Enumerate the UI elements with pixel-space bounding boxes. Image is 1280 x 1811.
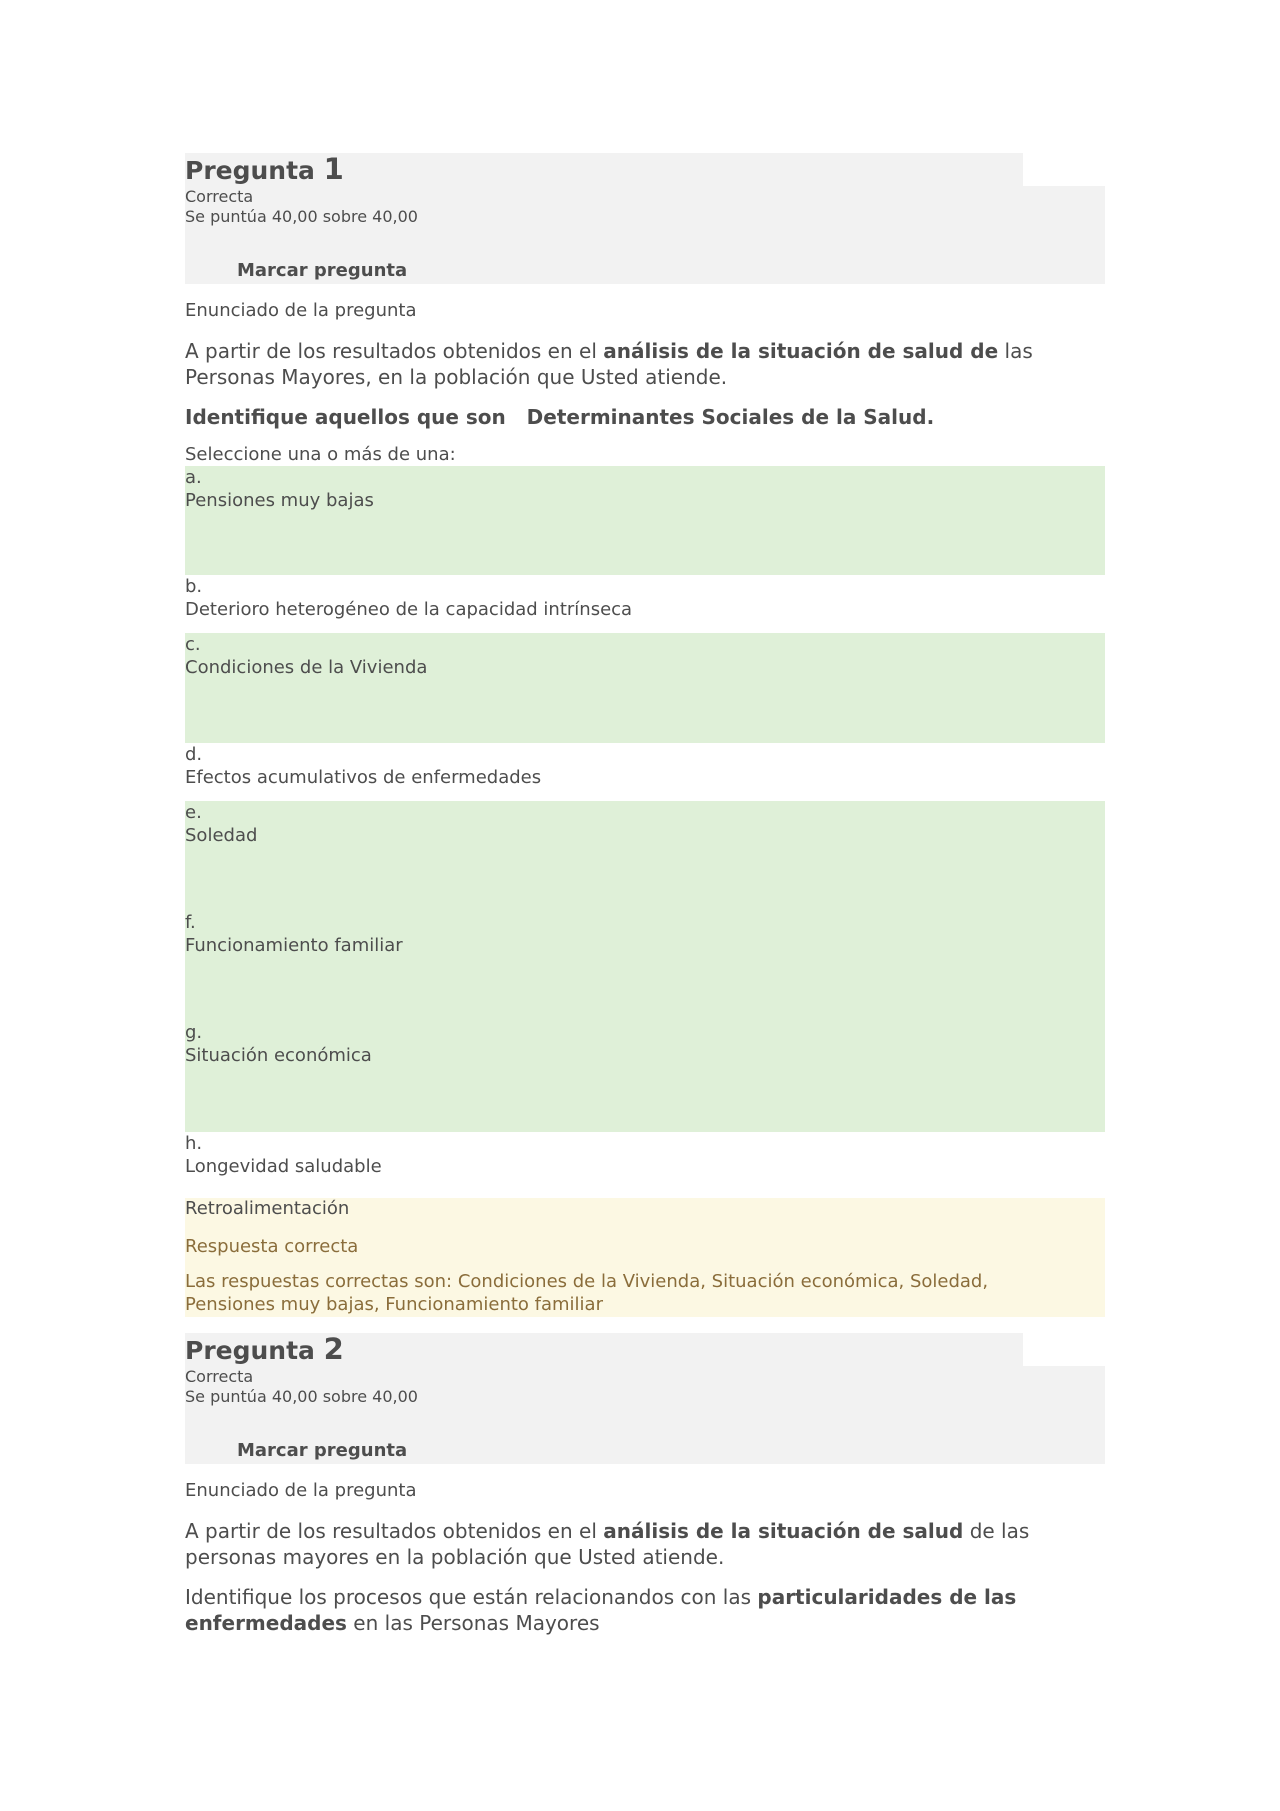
question-text-part: A partir de los resultados obtenidos en el [185,1519,604,1543]
answer-text: Situación económica [185,1045,372,1066]
question-title-word: Pregunta [185,156,315,185]
question-2 [185,1333,1105,1636]
answer-text: Pensiones muy bajas [185,490,374,511]
question-text-bold: análisis de la situación de salud de [603,339,999,363]
question-text-part: de las personas mayores en la población que Usted atiende. [185,1519,1030,1569]
question-title [185,1333,344,1367]
question-1-header [185,153,1105,284]
answer-text: Deterioro heterogéneo de la capacidad intrínseca [185,599,633,620]
answer-option-b[interactable] [185,575,1105,633]
answer-text: Funcionamiento familiar [185,935,403,956]
question-text-part: las Personas Mayores, en la población que Usted atiende. [185,339,1033,389]
answer-list [185,466,1105,1184]
flag-question-link[interactable]: Marcar pregunta [237,1440,408,1461]
answer-text: Efectos acumulativos de enfermedades [185,767,542,788]
question-title-word: Pregunta [185,1336,315,1365]
question-title [185,153,344,187]
answer-text: Condiciones de la Vivienda [185,657,428,678]
question-grade: Se puntúa 40,00 sobre 40,00 [185,207,418,226]
question-text-bold: análisis de la situación de salud [603,1519,964,1543]
answer-letter: a. [185,467,202,488]
flag-question-link[interactable]: Marcar pregunta [237,260,408,281]
answer-text: Longevidad saludable [185,1156,382,1177]
answer-option-h[interactable] [185,1132,1105,1184]
question-2-header [185,1333,1105,1464]
question-state: Correcta [185,187,254,206]
answer-option-c[interactable] [185,633,1105,743]
answer-option-g[interactable] [185,1021,1105,1132]
answer-text: Soledad [185,825,258,846]
feedback-result: Respuesta correcta [185,1236,359,1257]
question-grade: Se puntúa 40,00 sobre 40,00 [185,1387,418,1406]
answer-option-d[interactable] [185,743,1105,801]
answer-letter: c. [185,634,201,655]
answer-letter: f. [185,912,196,933]
answer-letter: d. [185,744,203,765]
question-text-label: Enunciado de la pregunta [185,300,417,321]
feedback-title: Retroalimentación [185,1198,350,1219]
answer-letter: h. [185,1133,203,1154]
question-text-bold: particularidades de las enfermedades [185,1585,1017,1635]
feedback-box [185,1198,1105,1317]
question-instruction: Identifique aquellos que son Determinantes Sociales de la Salud. [185,405,935,429]
question-text [185,338,1105,390]
answer-letter: b. [185,576,203,597]
answer-letter: g. [185,1022,203,1043]
answer-prompt: Seleccione una o más de una: [185,444,456,465]
question-instruction [185,1584,1105,1636]
answer-letter: e. [185,802,202,823]
question-text-part: A partir de los resultados obtenidos en el [185,339,604,363]
answer-option-e[interactable] [185,801,1105,911]
question-text-part: Identifique los procesos que están relacionandos con las [185,1585,758,1609]
answer-option-f[interactable] [185,911,1105,1021]
question-state: Correcta [185,1367,254,1386]
question-1 [185,153,1105,1317]
question-text [185,1518,1105,1570]
question-text-label: Enunciado de la pregunta [185,1480,417,1501]
quiz-review-page [185,153,1105,1636]
question-text-part: en las Personas Mayores [346,1611,600,1635]
question-number: 1 [323,152,344,186]
answer-option-a[interactable] [185,466,1105,575]
feedback-correct-answers: Las respuestas correctas son: Condiciones de la Vivienda, Situación económica, Soledad, Pensiones muy bajas, Funcionamiento familiar [185,1271,989,1315]
question-number: 2 [323,1332,344,1366]
